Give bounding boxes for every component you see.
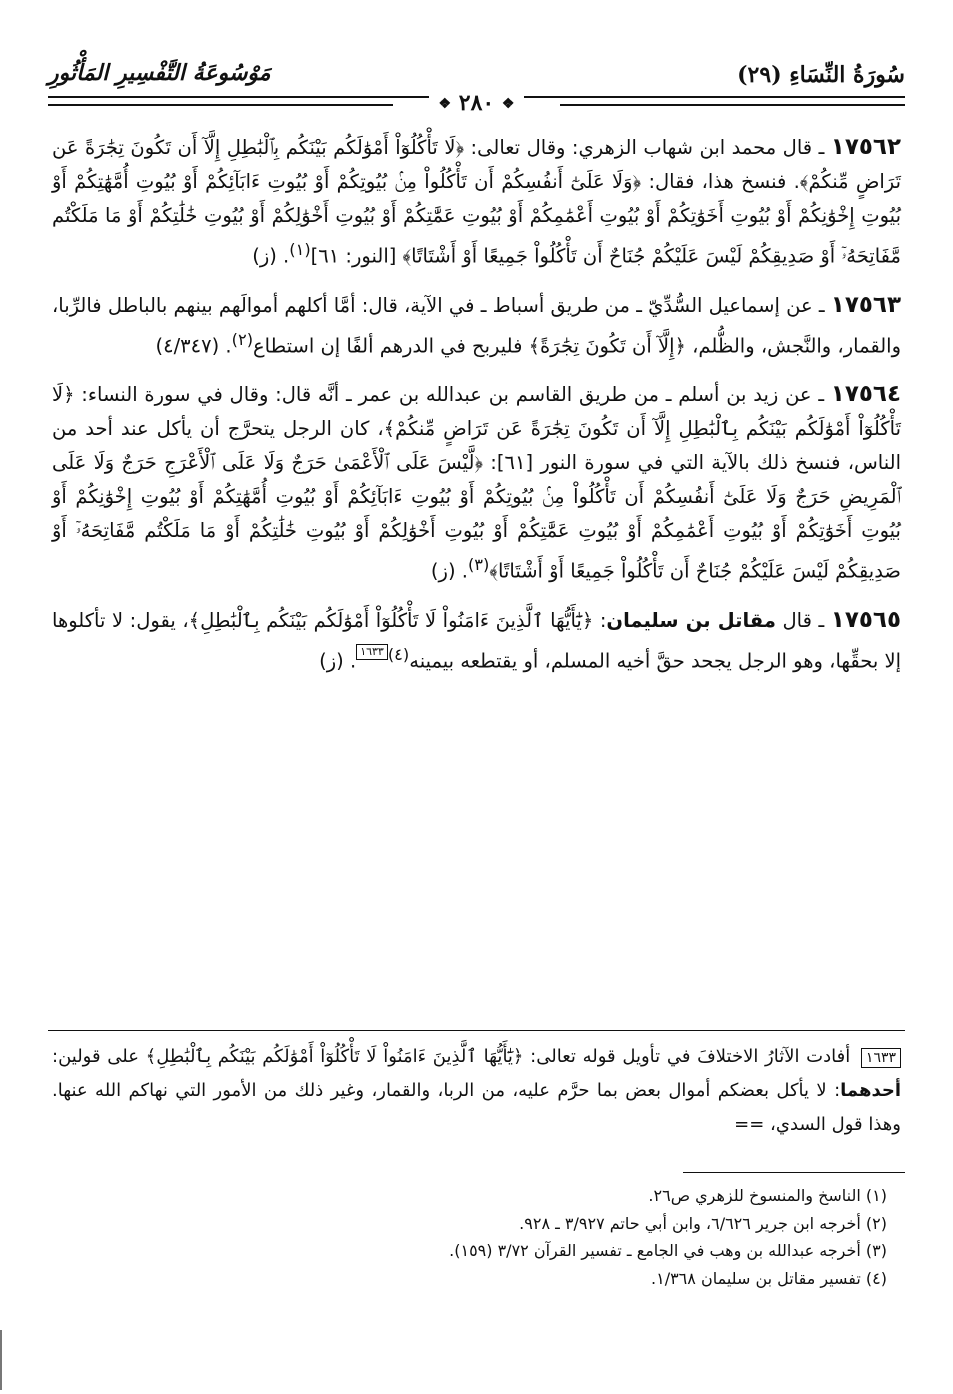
page-number-block (0, 90, 953, 116)
note-text-b: : لا يأكل بعضكم أموال بعض بما حرَّم عليه، من الربا، والقمار، وغير ذلك من الأمور التي نهاكم الله عنها. وهذا قول السدي، == (52, 1080, 901, 1135)
footnote-4: (٤) تفسير مقاتل بن سليمان ١/٣٦٨. (651, 1268, 887, 1288)
footnote-ref[interactable]: (١) (289, 240, 311, 259)
entry-text: ـ عن زيد بن أسلم ـ من طريق القاسم بن عبدالله بن عمر ـ أنَّه قال: وقال في سورة النساء: ﴿لَا تَأْكُلُوٓاْ أَمْوَٰلَكُم بَيْنَكُم بِٱلْبَٰطِلِ إِلَّآ أَن تَكُونَ تِجَٰرَةً عَن تَرَاضٍ مِّنكُمْ﴾، كان الرجل يتحرَّج أن يأكل عند أحد من الناس، فنسخ ذلك بالآية التي في سورة النور [٦١]: ﴿لَّيْسَ عَلَى ٱلْأَعْمَىٰ حَرَجٌ وَلَا عَلَى ٱلْأَعْرَجِ حَرَجٌ وَلَا عَلَى ٱلْمَرِيضِ حَرَجٌ وَلَا عَلَىٰٓ أَنفُسِكُمْ أَن تَأْكُلُواْ مِنۢ بُيُوتِكُمْ أَوْ بُيُوتِ ءَابَآئِكُمْ أَوْ بُيُوتِ أُمَّهَٰتِكُمْ أَوْ بُيُوتِ إِخْوَٰنِكُمْ أَوْ بُيُوتِ أَخَوَٰتِكُمْ أَوْ بُيُوتِ أَعْمَٰمِكُمْ أَوْ بُيُوتِ عَمَّٰتِكُمْ أَوْ بُيُوتِ أَخْوَٰلِكُمْ أَوْ بُيُوتِ خَٰلَٰتِكُمْ أَوْ مَا مَلَكْتُم مَّفَاتِحَهُۥٓ أَوْ صَدِيقِكُمْ لَيْسَ عَلَيْكُمْ جُنَاحٌ أَن تَأْكُلُواْ جَمِيعًا أَوْ أَشْتَاتًا﴾ (52, 383, 901, 583)
entry-17563 (52, 288, 901, 364)
entry-text: ـ قال محمد ابن شهاب الزهري: وقال تعالى: ﴿لَا تَأْكُلُوٓاْ أَمْوَٰلَكُم بَيْنَكُم بِٱلْبَٰطِلِ إِلَّآ أَن تَكُونَ تِجَٰرَةً عَن تَرَاضٍ مِّنكُمْ﴾. فنسخ هذا، فقال: ﴿وَلَا عَلَىٰٓ أَنفُسِكُمْ أَن تَأْكُلُواْ مِنۢ بُيُوتِكُمْ أَوْ بُيُوتِ ءَابَآئِكُمْ أَوْ بُيُوتِ أُمَّهَٰتِكُمْ أَوْ بُيُوتِ إِخْوَٰنِكُمْ أَوْ بُيُوتِ أَخَوَٰتِكُمْ أَوْ بُيُوتِ أَعْمَٰمِكُمْ أَوْ بُيُوتِ عَمَّٰتِكُمْ أَوْ بُيُوتِ أَخْوَٰلِكُمْ أَوْ بُيُوتِ خَٰلَٰتِكُمْ أَوْ مَا مَلَكْتُم مَّفَاتِحَهُۥٓ أَوْ صَدِيقِكُمْ لَيْسَ عَلَيْكُمْ جُنَاحٌ أَن تَأْكُلُواْ جَمِيعًا أَوْ أَشْتَاتًا﴾ [النور: ٦١] (52, 136, 901, 268)
page-number (429, 90, 525, 116)
entry-tail: . (ز) (430, 559, 468, 583)
ornament-icon: ❖ (501, 96, 515, 112)
book-title: مَوْسُوعَةُ التَّفْسِيرِ المَأْثُورِ (48, 60, 271, 86)
entry-17562 (52, 130, 901, 274)
editorial-note (52, 1040, 901, 1142)
entry-17565 (52, 603, 901, 679)
note-ref-box[interactable]: ١٦٣٣ (356, 644, 388, 660)
entry-number: ١٧٥٦٥ (830, 606, 901, 633)
main-text (52, 130, 901, 692)
footnote-ref[interactable]: (٣) (467, 555, 490, 574)
footnote-ref[interactable]: (٤) (387, 644, 410, 664)
entry-number: ١٧٥٦٤ (830, 381, 901, 407)
entry-text: : ﴿يَٰٓأَيُّهَا ٱلَّذِينَ ءَامَنُواْ لَا تَأْكُلُوٓاْ أَمْوَٰلَكُم بَيْنَكُم بِٱلْبَٰطِلِ﴾، يقول: لا تأكلوها إلا بحقِّها، وهو الرجل يجحد حقَّ أخيه المسلم، أو يقتطعه بيمينه (52, 608, 901, 672)
entry-text-pre: ـ قال (775, 608, 831, 632)
margin-mark (0, 1330, 2, 1390)
entry-text: ـ عن إسماعيل السُّدِّيّ ـ من طريق أسباط ـ في الآية، قال: أمَّا أكلهم أموالَهم بينهم بالباطل فالرِّبا، والقمار، والنَّجش، والظُّلم، ﴿إِلَّآ أَن تَكُونَ تِجَٰرَةً﴾ فليربح في الدرهم ألفًا إن استطاع (52, 293, 901, 357)
note-text-a: أفادت الآثارُ الاختلافَ في تأويل قوله تعالى: ﴿يَٰٓأَيُّهَا ٱلَّذِينَ ءَامَنُواْ لَا تَأْكُلُوٓاْ أَمْوَٰلَكُم بَيْنَكُم بِٱلْبَٰطِلِ﴾ على قولين: (52, 1046, 857, 1067)
note-number-box: ١٦٣٣ (861, 1048, 901, 1068)
page-number-value: ٢٨٠ (458, 90, 495, 116)
entry-tail: . (ز) (319, 649, 357, 672)
entry-number: ١٧٥٦٢ (830, 134, 901, 160)
footnote-2: (٢) أخرجه ابن جرير ٦/٦٢٦، وابن أبي حاتم ٣/٩٢٧ ـ ٩٢٨. (519, 1213, 887, 1233)
entry-17564 (52, 377, 901, 589)
entry-number: ١٧٥٦٣ (830, 291, 901, 318)
footnote-3: (٣) أخرجه عبدالله بن وهب في الجامع ـ تفسير القرآن ٣/٧٢ (١٥٩). (449, 1241, 887, 1260)
footnote-ref[interactable]: (٢) (231, 329, 254, 349)
ornament-icon: ❖ (438, 96, 452, 112)
footnote-1: (١) الناسخ والمنسوخ للزهري ص٢٦. (648, 1186, 887, 1205)
footnote-rule (683, 1172, 905, 1173)
narrator-name: مقاتل بن سليمان (606, 608, 776, 632)
entry-tail: . (ز) (252, 244, 290, 268)
entry-tail: . (٤/٣٤٧) (155, 334, 232, 357)
surah-title: سُورَةُ النِّسَاءِ (٢٩) (737, 62, 905, 88)
footnotes (52, 1182, 887, 1292)
note-separator (48, 1030, 905, 1031)
note-bold: أحدهما (840, 1080, 901, 1101)
